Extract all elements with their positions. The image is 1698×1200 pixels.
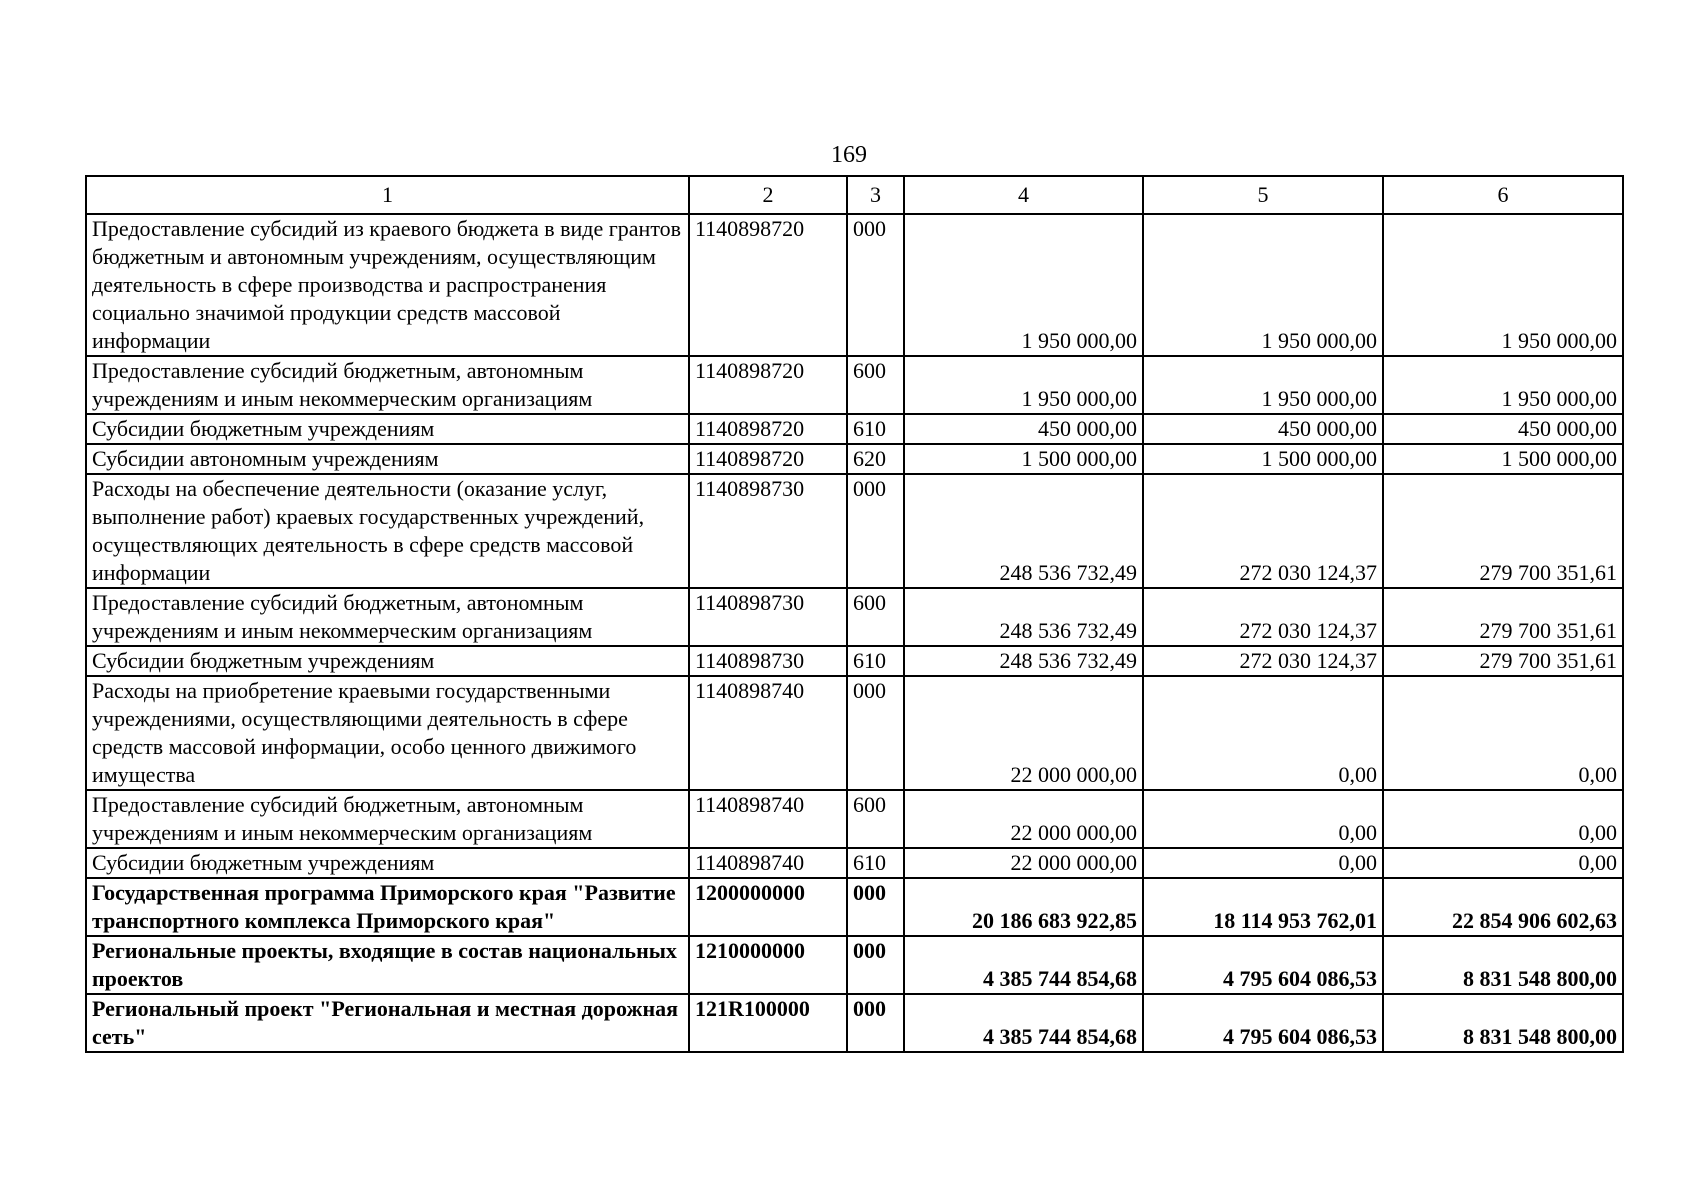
row-code-cell: 1200000000 bbox=[689, 878, 847, 936]
table-row bbox=[86, 676, 1623, 790]
column-number-row bbox=[86, 176, 1623, 214]
table-row bbox=[86, 214, 1623, 356]
row-name-cell: Расходы на приобретение краевыми государственными учреждениями, осуществляющими деятельность в сфере средств массовой информации, особо ценного движимого имущества bbox=[86, 676, 689, 790]
row-code-cell: 1140898740 bbox=[689, 790, 847, 848]
row-amount-col6: 1 950 000,00 bbox=[1383, 356, 1623, 414]
row-amount-col5: 4 795 604 086,53 bbox=[1143, 936, 1383, 994]
row-type-cell: 600 bbox=[847, 790, 904, 848]
row-name-cell: Региональные проекты, входящие в состав национальных проектов bbox=[86, 936, 689, 994]
row-code-cell: 1140898740 bbox=[689, 676, 847, 790]
row-amount-col6: 0,00 bbox=[1383, 676, 1623, 790]
row-amount-col5: 0,00 bbox=[1143, 790, 1383, 848]
row-name-cell: Расходы на обеспечение деятельности (оказание услуг, выполнение работ) краевых государственных учреждений, осуществляющих деятельность в сфере средств массовой информации bbox=[86, 474, 689, 588]
column-header-5: 5 bbox=[1143, 176, 1383, 214]
row-amount-col6: 450 000,00 bbox=[1383, 414, 1623, 444]
column-header-4: 4 bbox=[904, 176, 1143, 214]
row-code-cell: 121R100000 bbox=[689, 994, 847, 1052]
row-code-cell: 1140898720 bbox=[689, 356, 847, 414]
row-code-cell: 1140898730 bbox=[689, 474, 847, 588]
table-row bbox=[86, 356, 1623, 414]
row-name-cell: Предоставление субсидий бюджетным, автономным учреждениям и иным некоммерческим организациям bbox=[86, 588, 689, 646]
row-amount-col6: 279 700 351,61 bbox=[1383, 588, 1623, 646]
row-amount-col6: 8 831 548 800,00 bbox=[1383, 994, 1623, 1052]
row-amount-col4: 1 500 000,00 bbox=[904, 444, 1143, 474]
row-amount-col5: 18 114 953 762,01 bbox=[1143, 878, 1383, 936]
row-amount-col5: 272 030 124,37 bbox=[1143, 646, 1383, 676]
row-code-cell: 1140898720 bbox=[689, 414, 847, 444]
row-type-cell: 000 bbox=[847, 878, 904, 936]
row-type-cell: 000 bbox=[847, 214, 904, 356]
row-amount-col4: 248 536 732,49 bbox=[904, 474, 1143, 588]
row-amount-col5: 4 795 604 086,53 bbox=[1143, 994, 1383, 1052]
table-row bbox=[86, 646, 1623, 676]
row-type-cell: 600 bbox=[847, 588, 904, 646]
column-header-3: 3 bbox=[847, 176, 904, 214]
row-amount-col4: 22 000 000,00 bbox=[904, 848, 1143, 878]
row-amount-col5: 272 030 124,37 bbox=[1143, 474, 1383, 588]
row-name-cell: Предоставление субсидий бюджетным, автономным учреждениям и иным некоммерческим организациям bbox=[86, 356, 689, 414]
row-amount-col5: 0,00 bbox=[1143, 676, 1383, 790]
row-amount-col4: 1 950 000,00 bbox=[904, 356, 1143, 414]
row-amount-col5: 0,00 bbox=[1143, 848, 1383, 878]
row-amount-col4: 4 385 744 854,68 bbox=[904, 936, 1143, 994]
row-amount-col5: 1 950 000,00 bbox=[1143, 356, 1383, 414]
row-type-cell: 000 bbox=[847, 474, 904, 588]
column-header-1: 1 bbox=[86, 176, 689, 214]
row-amount-col5: 450 000,00 bbox=[1143, 414, 1383, 444]
row-name-cell: Субсидии автономным учреждениям bbox=[86, 444, 689, 474]
row-amount-col6: 0,00 bbox=[1383, 790, 1623, 848]
row-amount-col5: 1 500 000,00 bbox=[1143, 444, 1383, 474]
row-amount-col4: 1 950 000,00 bbox=[904, 214, 1143, 356]
row-type-cell: 610 bbox=[847, 646, 904, 676]
row-name-cell: Государственная программа Приморского края "Развитие транспортного комплекса Приморского края" bbox=[86, 878, 689, 936]
row-amount-col4: 248 536 732,49 bbox=[904, 588, 1143, 646]
row-amount-col6: 1 500 000,00 bbox=[1383, 444, 1623, 474]
row-type-cell: 610 bbox=[847, 848, 904, 878]
row-amount-col5: 272 030 124,37 bbox=[1143, 588, 1383, 646]
table-row bbox=[86, 474, 1623, 588]
row-code-cell: 1140898730 bbox=[689, 588, 847, 646]
page-number: 169 bbox=[831, 142, 867, 168]
budget-table bbox=[85, 175, 1624, 1053]
row-name-cell: Предоставление субсидий бюджетным, автономным учреждениям и иным некоммерческим организациям bbox=[86, 790, 689, 848]
row-type-cell: 610 bbox=[847, 414, 904, 444]
row-amount-col4: 22 000 000,00 bbox=[904, 676, 1143, 790]
row-amount-col4: 20 186 683 922,85 bbox=[904, 878, 1143, 936]
row-code-cell: 1140898740 bbox=[689, 848, 847, 878]
row-name-cell: Региональный проект "Региональная и местная дорожная сеть" bbox=[86, 994, 689, 1052]
table-row bbox=[86, 936, 1623, 994]
row-amount-col6: 0,00 bbox=[1383, 848, 1623, 878]
row-name-cell: Субсидии бюджетным учреждениям bbox=[86, 646, 689, 676]
row-amount-col6: 279 700 351,61 bbox=[1383, 646, 1623, 676]
row-name-cell: Субсидии бюджетным учреждениям bbox=[86, 848, 689, 878]
row-amount-col6: 279 700 351,61 bbox=[1383, 474, 1623, 588]
row-amount-col6: 1 950 000,00 bbox=[1383, 214, 1623, 356]
table-body bbox=[86, 214, 1623, 1052]
row-name-cell: Субсидии бюджетным учреждениям bbox=[86, 414, 689, 444]
row-amount-col4: 4 385 744 854,68 bbox=[904, 994, 1143, 1052]
row-code-cell: 1140898720 bbox=[689, 444, 847, 474]
row-amount-col4: 450 000,00 bbox=[904, 414, 1143, 444]
table-row bbox=[86, 588, 1623, 646]
row-amount-col6: 22 854 906 602,63 bbox=[1383, 878, 1623, 936]
table-row bbox=[86, 414, 1623, 444]
row-amount-col4: 22 000 000,00 bbox=[904, 790, 1143, 848]
table-row bbox=[86, 790, 1623, 848]
table-row bbox=[86, 994, 1623, 1052]
row-code-cell: 1210000000 bbox=[689, 936, 847, 994]
table-row bbox=[86, 878, 1623, 936]
row-amount-col6: 8 831 548 800,00 bbox=[1383, 936, 1623, 994]
row-type-cell: 000 bbox=[847, 994, 904, 1052]
row-code-cell: 1140898720 bbox=[689, 214, 847, 356]
column-header-2: 2 bbox=[689, 176, 847, 214]
row-amount-col5: 1 950 000,00 bbox=[1143, 214, 1383, 356]
row-amount-col4: 248 536 732,49 bbox=[904, 646, 1143, 676]
row-type-cell: 000 bbox=[847, 936, 904, 994]
row-type-cell: 620 bbox=[847, 444, 904, 474]
row-name-cell: Предоставление субсидий из краевого бюджета в виде грантов бюджетным и автономным учреждениям, осуществляющим деятельность в сфере производства и распространения социально значимой продукции средств массовой информации bbox=[86, 214, 689, 356]
row-code-cell: 1140898730 bbox=[689, 646, 847, 676]
table-row bbox=[86, 444, 1623, 474]
row-type-cell: 600 bbox=[847, 356, 904, 414]
column-header-6: 6 bbox=[1383, 176, 1623, 214]
row-type-cell: 000 bbox=[847, 676, 904, 790]
table-row bbox=[86, 848, 1623, 878]
